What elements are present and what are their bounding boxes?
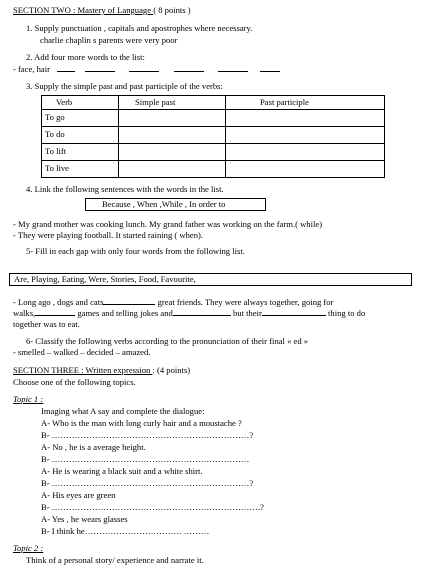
gap-blank bbox=[35, 309, 75, 316]
dialogue-line-2: B- ……………………………………………………………? bbox=[41, 430, 254, 440]
passage-text: walks, bbox=[13, 308, 36, 318]
section-two-heading bbox=[13, 6, 191, 16]
topic-1-label: Topic 1 : bbox=[13, 394, 44, 404]
verb-cell: To lift bbox=[42, 144, 119, 161]
question-2: 2. Add four more words to the list: bbox=[26, 52, 145, 62]
dialogue-line-8: B- ……………………………………………………………….? bbox=[41, 502, 264, 512]
question-6-list: - smelled – walked – decided – amazed. bbox=[13, 347, 151, 357]
verb-cell: To go bbox=[42, 110, 119, 127]
dialogue-line-4: B- …………………………………………………………… bbox=[41, 454, 250, 464]
link-words: Because , When ,While , In order to bbox=[102, 199, 226, 209]
simple-past-cell bbox=[119, 127, 226, 144]
word-blank bbox=[260, 65, 280, 72]
passage-line-3: together was to eat. bbox=[13, 319, 80, 329]
question-6: 6- Classify the following verbs according to the pronunciation of their final « ed » bbox=[26, 336, 309, 346]
simple-past-cell bbox=[119, 144, 226, 161]
topic-2-label: Topic 2 : bbox=[13, 543, 44, 553]
passage-line-1 bbox=[13, 298, 333, 308]
dialogue-line-9: A- Yes , he wears glasses bbox=[41, 514, 128, 524]
table-row bbox=[42, 144, 385, 161]
verbs-table-header-row bbox=[42, 96, 385, 110]
dialogue-line-10: B- I think he……………………………. ……… bbox=[41, 526, 210, 536]
section-two-points: ( 8 points ) bbox=[153, 5, 191, 15]
verb-cell: To live bbox=[42, 161, 119, 178]
verbs-table bbox=[41, 95, 385, 178]
simple-past-cell bbox=[119, 161, 226, 178]
simple-past-cell bbox=[119, 110, 226, 127]
past-participle-cell bbox=[226, 110, 385, 127]
choose-instruction: Choose one of the following topics. bbox=[13, 377, 136, 387]
question-3: 3. Supply the simple past and past participle of the verbs: bbox=[26, 81, 223, 91]
passage-text: thing to do bbox=[328, 308, 366, 318]
word-blank bbox=[57, 65, 75, 72]
dialogue-line-7: A- His eyes are green bbox=[41, 490, 116, 500]
table-row bbox=[42, 127, 385, 144]
gap-blank bbox=[262, 309, 326, 316]
gap-blank bbox=[173, 309, 231, 316]
gap-blank bbox=[103, 298, 155, 305]
sentence-2: - They were playing football. It started raining ( when). bbox=[13, 230, 204, 240]
passage-text: great friends. They were always together, going for bbox=[157, 297, 334, 307]
topic-1-intro: Imaging what A say and complete the dialogue: bbox=[41, 406, 205, 416]
question-4: 4. Link the following sentences with the words in the list. bbox=[26, 184, 224, 194]
word-blank bbox=[174, 65, 204, 72]
dialogue-line-3: A- No , he is a average height. bbox=[41, 442, 146, 452]
past-participle-cell bbox=[226, 161, 385, 178]
past-participle-cell bbox=[226, 127, 385, 144]
question-1-text: charlie chaplin s parents were very poor bbox=[40, 35, 178, 45]
passage-text: but their bbox=[232, 308, 262, 318]
topic-2-text: Think of a personal story/ experience and narrate it. bbox=[26, 555, 204, 565]
dialogue-line-5: A- He is wearing a black suit and a white shirt. bbox=[41, 466, 203, 476]
section-three-points: : (4 points) bbox=[152, 365, 191, 375]
question-2-list bbox=[13, 65, 280, 75]
word-blank bbox=[218, 65, 248, 72]
passage-text: games and telling jokes and bbox=[77, 308, 173, 318]
verbs-header-simple-past: Simple past bbox=[119, 96, 226, 110]
verbs-header-past-participle: Past participle bbox=[226, 96, 385, 110]
past-participle-cell bbox=[226, 144, 385, 161]
section-three-title: SECTION THREE : Written expression bbox=[13, 365, 153, 375]
passage-text: - Long ago , dogs and cats bbox=[13, 297, 104, 307]
question-2-words: - face, hair bbox=[13, 64, 50, 74]
passage-line-2 bbox=[13, 309, 365, 319]
verbs-header-verb: Verb bbox=[42, 96, 119, 110]
dialogue-line-1: A- Who is the man with long curly hair and a moustache ? bbox=[41, 418, 242, 428]
table-row bbox=[42, 110, 385, 127]
section-three-heading bbox=[13, 366, 190, 376]
dialogue-line-6: B- ……………………………………………………………? bbox=[41, 478, 254, 488]
question-5: 5- Fill in each gap with only four words from the following list. bbox=[26, 246, 245, 256]
table-row bbox=[42, 161, 385, 178]
word-blank bbox=[129, 65, 159, 72]
verb-cell: To do bbox=[42, 127, 119, 144]
word-list: Are, Playing, Eating, Were, Stories, Food, Favourite, bbox=[14, 274, 196, 284]
section-two-title: SECTION TWO : Mastery of Language bbox=[13, 5, 154, 15]
word-blank bbox=[85, 65, 115, 72]
question-1: 1. Supply punctuation , capitals and apostrophes where necessary. bbox=[26, 23, 253, 33]
sentence-1: - My grand mother was cooking lunch. My grand father was working on the farm.( while) bbox=[13, 219, 323, 229]
